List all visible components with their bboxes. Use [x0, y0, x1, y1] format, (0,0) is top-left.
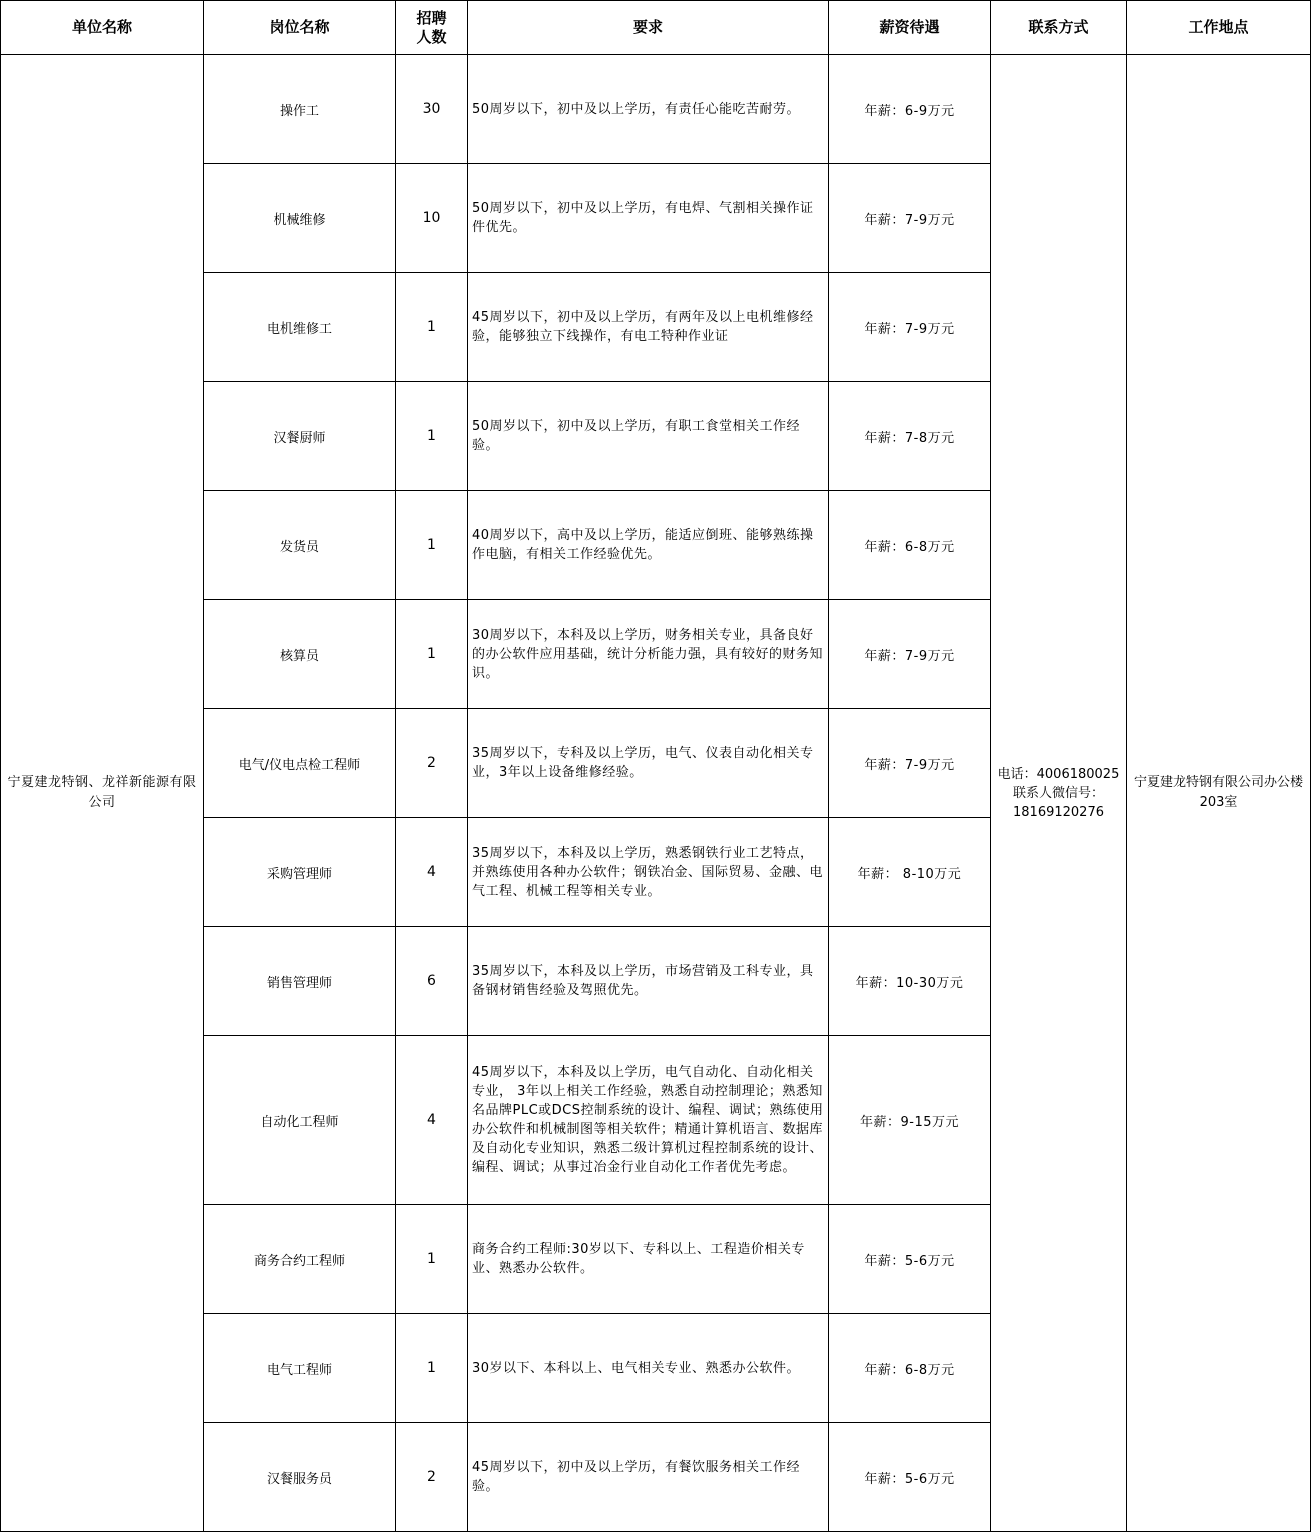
count-cell: 1 [396, 273, 468, 382]
count-cell: 2 [396, 1423, 468, 1532]
salary-cell: 年薪： 8-10万元 [829, 818, 991, 927]
position-cell: 汉餐服务员 [204, 1423, 396, 1532]
position-cell: 电机维修工 [204, 273, 396, 382]
contact-cell [991, 55, 1127, 1532]
salary-cell: 年薪：5-6万元 [829, 1205, 991, 1314]
requirements-cell: 30周岁以下，本科及以上学历，财务相关专业，具备良好的办公软件应用基础，统计分析能力强，具有较好的财务知识。 [468, 600, 829, 709]
position-cell: 汉餐厨师 [204, 382, 396, 491]
work-location-cell: 宁夏建龙特钢有限公司办公楼203室 [1127, 55, 1311, 1532]
count-cell: 1 [396, 1314, 468, 1423]
company-name-cell: 宁夏建龙特钢、龙祥新能源有限公司 [1, 55, 204, 1532]
requirements-cell: 35周岁以下，本科及以上学历，熟悉钢铁行业工艺特点，并熟练使用各种办公软件；钢铁冶金、国际贸易、金融、电气工程、机械工程等相关专业。 [468, 818, 829, 927]
position-cell: 机械维修 [204, 164, 396, 273]
contact-phone: 电话：4006180025 [997, 766, 1120, 782]
header-salary: 薪资待遇 [829, 1, 991, 55]
count-cell: 6 [396, 927, 468, 1036]
count-cell: 10 [396, 164, 468, 273]
count-cell: 1 [396, 382, 468, 491]
header-count: 招聘 人数 [396, 1, 468, 55]
salary-cell: 年薪：5-6万元 [829, 1423, 991, 1532]
table-row [1, 55, 1311, 164]
requirements-cell: 45周岁以下，本科及以上学历，电气自动化、自动化相关专业， 3年以上相关工作经验，熟悉自动控制理论；熟悉知名品牌PLC或DCS控制系统的设计、编程、调试；熟练使用办公软件和机械制图等相关软件；精通计算机语言、数据库及自动化专业知识，熟悉二级计算机过程控制系统的设计、编程、调试；从事过冶金行业自动化工作者优先考虑。 [468, 1036, 829, 1205]
count-cell: 1 [396, 491, 468, 600]
requirements-cell: 30岁以下、本科以上、电气相关专业、熟悉办公软件。 [468, 1314, 829, 1423]
count-cell: 2 [396, 709, 468, 818]
position-cell: 电气/仪电点检工程师 [204, 709, 396, 818]
salary-cell: 年薪：6-9万元 [829, 55, 991, 164]
count-cell: 1 [396, 1205, 468, 1314]
salary-cell: 年薪：7-9万元 [829, 164, 991, 273]
salary-cell: 年薪：7-9万元 [829, 273, 991, 382]
requirements-cell: 50周岁以下，初中及以上学历，有电焊、气割相关操作证件优先。 [468, 164, 829, 273]
requirements-cell: 45周岁以下，初中及以上学历，有餐饮服务相关工作经验。 [468, 1423, 829, 1532]
header-contact: 联系方式 [991, 1, 1127, 55]
contact-wechat: 18169120276 [1013, 804, 1104, 820]
salary-cell: 年薪：6-8万元 [829, 491, 991, 600]
position-cell: 核算员 [204, 600, 396, 709]
position-cell: 商务合约工程师 [204, 1205, 396, 1314]
count-cell: 1 [396, 600, 468, 709]
position-cell: 发货员 [204, 491, 396, 600]
header-location: 工作地点 [1127, 1, 1311, 55]
requirements-cell: 40周岁以下，高中及以上学历，能适应倒班、能够熟练操作电脑，有相关工作经验优先。 [468, 491, 829, 600]
count-cell: 30 [396, 55, 468, 164]
contact-wechat-label: 联系人微信号： [1012, 785, 1104, 801]
requirements-cell: 商务合约工程师:30岁以下、专科以上、工程造价相关专业、熟悉办公软件。 [468, 1205, 829, 1314]
position-cell: 销售管理师 [204, 927, 396, 1036]
header-position: 岗位名称 [204, 1, 396, 55]
requirements-cell: 50周岁以下，初中及以上学历，有责任心能吃苦耐劳。 [468, 55, 829, 164]
header-requirements: 要求 [468, 1, 829, 55]
salary-cell: 年薪：10-30万元 [829, 927, 991, 1036]
position-cell: 电气工程师 [204, 1314, 396, 1423]
position-cell: 自动化工程师 [204, 1036, 396, 1205]
count-cell: 4 [396, 1036, 468, 1205]
requirements-cell: 50周岁以下，初中及以上学历，有职工食堂相关工作经验。 [468, 382, 829, 491]
salary-cell: 年薪：6-8万元 [829, 1314, 991, 1423]
salary-cell: 年薪：7-9万元 [829, 709, 991, 818]
requirements-cell: 35周岁以下，本科及以上学历，市场营销及工科专业，具备钢材销售经验及驾照优先。 [468, 927, 829, 1036]
header-company: 单位名称 [1, 1, 204, 55]
requirements-cell: 45周岁以下，初中及以上学历，有两年及以上电机维修经验，能够独立下线操作，有电工特种作业证 [468, 273, 829, 382]
salary-cell: 年薪：9-15万元 [829, 1036, 991, 1205]
salary-cell: 年薪：7-8万元 [829, 382, 991, 491]
header-row [1, 1, 1311, 55]
position-cell: 操作工 [204, 55, 396, 164]
position-cell: 采购管理师 [204, 818, 396, 927]
salary-cell: 年薪：7-9万元 [829, 600, 991, 709]
count-cell: 4 [396, 818, 468, 927]
requirements-cell: 35周岁以下，专科及以上学历，电气、仪表自动化相关专业，3年以上设备维修经验。 [468, 709, 829, 818]
